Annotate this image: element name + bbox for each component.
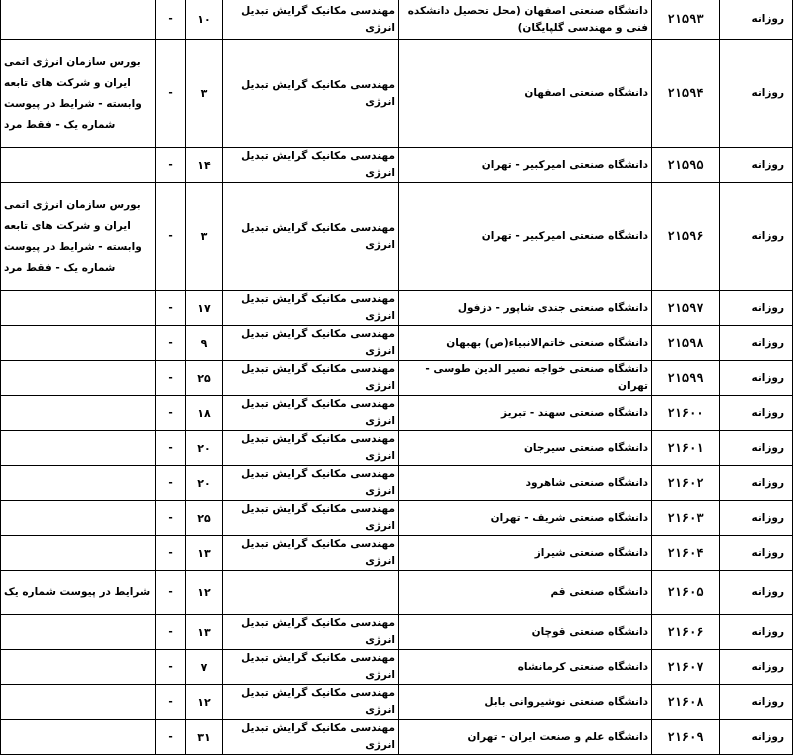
cell-code: ۲۱۶۰۰: [652, 396, 720, 431]
cell-period: روزانه: [720, 466, 793, 501]
cell-field: مهندسی مکانیک گرایش تبدیل انرژی: [223, 536, 399, 571]
cell-capacity: ۹: [186, 326, 223, 361]
cell-dash: -: [156, 615, 186, 650]
cell-code: ۲۱۶۰۱: [652, 431, 720, 466]
cell-code: ۲۱۶۰۷: [652, 650, 720, 685]
cell-period: روزانه: [720, 431, 793, 466]
cell-period: روزانه: [720, 183, 793, 291]
cell-code: ۲۱۵۹۸: [652, 326, 720, 361]
cell-capacity: ۱۴: [186, 148, 223, 183]
cell-university: دانشگاه صنعتی اصفهان (محل تحصیل دانشکده فنی و مهندسی گلپایگان): [399, 0, 652, 40]
cell-dash: -: [156, 148, 186, 183]
table-row: [1, 501, 793, 536]
cell-code: ۲۱۶۰۵: [652, 571, 720, 615]
cell-notes: شرایط در پیوست شماره یک: [1, 571, 156, 615]
cell-notes: [1, 0, 156, 40]
cell-field: مهندسی مکانیک گرایش تبدیل انرژی: [223, 40, 399, 148]
table-row: [1, 685, 793, 720]
cell-notes: [1, 466, 156, 501]
cell-code: ۲۱۵۹۴: [652, 40, 720, 148]
cell-capacity: ۲۵: [186, 501, 223, 536]
cell-period: روزانه: [720, 650, 793, 685]
cell-dash: -: [156, 0, 186, 40]
cell-dash: -: [156, 685, 186, 720]
cell-notes: [1, 361, 156, 396]
table-row: [1, 40, 793, 148]
cell-field: [223, 571, 399, 615]
cell-field: مهندسی مکانیک گرایش تبدیل انرژی: [223, 650, 399, 685]
cell-field: مهندسی مکانیک گرایش تبدیل انرژی: [223, 615, 399, 650]
cell-period: روزانه: [720, 571, 793, 615]
cell-capacity: ۱۳: [186, 536, 223, 571]
cell-university: دانشگاه صنعتی اصفهان: [399, 40, 652, 148]
cell-period: روزانه: [720, 148, 793, 183]
table-row: [1, 615, 793, 650]
cell-period: روزانه: [720, 720, 793, 755]
cell-code: ۲۱۶۰۲: [652, 466, 720, 501]
cell-field: مهندسی مکانیک گرایش تبدیل انرژی: [223, 0, 399, 40]
cell-field: مهندسی مکانیک گرایش تبدیل انرژی: [223, 183, 399, 291]
table-row: [1, 148, 793, 183]
table-row: [1, 431, 793, 466]
cell-code: ۲۱۵۹۷: [652, 291, 720, 326]
cell-dash: -: [156, 536, 186, 571]
table-row: [1, 0, 793, 40]
cell-field: مهندسی مکانیک گرایش تبدیل انرژی: [223, 501, 399, 536]
cell-code: ۲۱۶۰۳: [652, 501, 720, 536]
cell-dash: -: [156, 361, 186, 396]
cell-dash: -: [156, 326, 186, 361]
cell-code: ۲۱۵۹۹: [652, 361, 720, 396]
cell-capacity: ۱۳: [186, 615, 223, 650]
cell-dash: -: [156, 501, 186, 536]
cell-period: روزانه: [720, 685, 793, 720]
cell-notes: [1, 650, 156, 685]
table-row: [1, 571, 793, 615]
cell-period: روزانه: [720, 291, 793, 326]
cell-period: روزانه: [720, 501, 793, 536]
cell-capacity: ۲۰: [186, 466, 223, 501]
cell-code: ۲۱۵۹۵: [652, 148, 720, 183]
cell-code: ۲۱۶۰۸: [652, 685, 720, 720]
table-row: [1, 466, 793, 501]
cell-capacity: ۱۰: [186, 0, 223, 40]
cell-field: مهندسی مکانیک گرایش تبدیل انرژی: [223, 685, 399, 720]
cell-university: دانشگاه صنعتی شاهرود: [399, 466, 652, 501]
table-row: [1, 396, 793, 431]
cell-field: مهندسی مکانیک گرایش تبدیل انرژی: [223, 720, 399, 755]
cell-notes: بورس سازمان انرژی اتمی ایران و شرکت های تابعه وابسته - شرایط در پیوست شماره یک - فقط مرد: [1, 183, 156, 291]
cell-capacity: ۱۲: [186, 571, 223, 615]
cell-capacity: ۱۸: [186, 396, 223, 431]
table-row: [1, 720, 793, 755]
cell-dash: -: [156, 183, 186, 291]
cell-capacity: ۱۷: [186, 291, 223, 326]
cell-university: دانشگاه صنعتی امیرکبیر - تهران: [399, 148, 652, 183]
cell-field: مهندسی مکانیک گرایش تبدیل انرژی: [223, 148, 399, 183]
cell-university: دانشگاه صنعتی خاتم‌الانبیاء(ص) بهبهان: [399, 326, 652, 361]
cell-field: مهندسی مکانیک گرایش تبدیل انرژی: [223, 396, 399, 431]
cell-university: دانشگاه صنعتی نوشیروانی بابل: [399, 685, 652, 720]
cell-university: دانشگاه صنعتی شریف - تهران: [399, 501, 652, 536]
cell-capacity: ۳: [186, 183, 223, 291]
cell-code: ۲۱۶۰۹: [652, 720, 720, 755]
cell-dash: -: [156, 396, 186, 431]
cell-period: روزانه: [720, 326, 793, 361]
cell-notes: [1, 431, 156, 466]
cell-university: دانشگاه علم و صنعت ایران - تهران: [399, 720, 652, 755]
cell-dash: -: [156, 40, 186, 148]
cell-period: روزانه: [720, 0, 793, 40]
cell-period: روزانه: [720, 536, 793, 571]
cell-notes: [1, 685, 156, 720]
cell-field: مهندسی مکانیک گرایش تبدیل انرژی: [223, 326, 399, 361]
cell-capacity: ۲۰: [186, 431, 223, 466]
cell-university: دانشگاه صنعتی جندی شاپور - دزفول: [399, 291, 652, 326]
cell-period: روزانه: [720, 361, 793, 396]
cell-capacity: ۳: [186, 40, 223, 148]
cell-dash: -: [156, 650, 186, 685]
table-row: [1, 361, 793, 396]
cell-university: دانشگاه صنعتی امیرکبیر - تهران: [399, 183, 652, 291]
cell-university: دانشگاه صنعتی سیرجان: [399, 431, 652, 466]
cell-dash: -: [156, 431, 186, 466]
cell-code: ۲۱۵۹۳: [652, 0, 720, 40]
cell-code: ۲۱۶۰۶: [652, 615, 720, 650]
cell-university: دانشگاه صنعتی شیراز: [399, 536, 652, 571]
cell-capacity: ۱۲: [186, 685, 223, 720]
table-row: [1, 650, 793, 685]
cell-period: روزانه: [720, 615, 793, 650]
cell-dash: -: [156, 720, 186, 755]
cell-notes: [1, 396, 156, 431]
table-row: [1, 326, 793, 361]
cell-field: مهندسی مکانیک گرایش تبدیل انرژی: [223, 466, 399, 501]
cell-notes: [1, 291, 156, 326]
cell-university: دانشگاه صنعتی قم: [399, 571, 652, 615]
cell-notes: [1, 536, 156, 571]
cell-notes: [1, 501, 156, 536]
cell-field: مهندسی مکانیک گرایش تبدیل انرژی: [223, 431, 399, 466]
table-row: [1, 536, 793, 571]
cell-university: دانشگاه صنعتی قوچان: [399, 615, 652, 650]
cell-field: مهندسی مکانیک گرایش تبدیل انرژی: [223, 361, 399, 396]
cell-capacity: ۷: [186, 650, 223, 685]
cell-notes: بورس سازمان انرژی اتمی ایران و شرکت های تابعه وابسته - شرایط در پیوست شماره یک - فقط مرد: [1, 40, 156, 148]
cell-dash: -: [156, 466, 186, 501]
cell-field: مهندسی مکانیک گرایش تبدیل انرژی: [223, 291, 399, 326]
cell-capacity: ۲۵: [186, 361, 223, 396]
table-row: [1, 291, 793, 326]
cell-notes: [1, 326, 156, 361]
cell-dash: -: [156, 291, 186, 326]
cell-period: روزانه: [720, 396, 793, 431]
cell-notes: [1, 148, 156, 183]
cell-university: دانشگاه صنعتی سهند - تبریز: [399, 396, 652, 431]
cell-university: دانشگاه صنعتی کرمانشاه: [399, 650, 652, 685]
cell-university: دانشگاه صنعتی خواجه نصیر الدین طوسی - تهران: [399, 361, 652, 396]
cell-capacity: ۳۱: [186, 720, 223, 755]
table-row: [1, 183, 793, 291]
cell-code: ۲۱۵۹۶: [652, 183, 720, 291]
cell-period: روزانه: [720, 40, 793, 148]
cell-dash: -: [156, 571, 186, 615]
cell-notes: [1, 615, 156, 650]
cell-notes: [1, 720, 156, 755]
cell-code: ۲۱۶۰۴: [652, 536, 720, 571]
